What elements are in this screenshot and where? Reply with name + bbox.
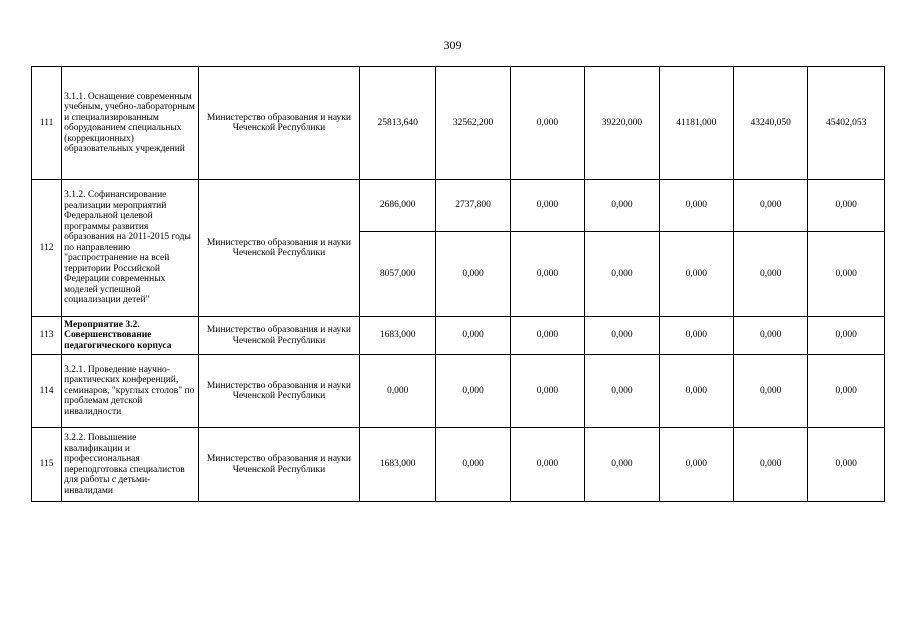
table-row — [32, 180, 885, 232]
funding-value: 0,000 — [585, 180, 659, 232]
funding-value: 0,000 — [808, 232, 885, 317]
funding-value: 2686,000 — [359, 180, 435, 232]
funding-value: 0,000 — [734, 428, 808, 502]
executor-name: Министерство образования и науки Чеченской Республики — [198, 67, 359, 180]
funding-value: 0,000 — [510, 428, 584, 502]
row-number: 115 — [32, 428, 62, 502]
funding-value: 0,000 — [734, 355, 808, 428]
funding-value: 0,000 — [585, 428, 659, 502]
funding-value: 0,000 — [359, 355, 435, 428]
funding-value: 0,000 — [510, 317, 584, 355]
executor-name: Министерство образования и науки Чеченской Республики — [198, 355, 359, 428]
funding-value: 0,000 — [585, 232, 659, 317]
funding-value: 0,000 — [585, 317, 659, 355]
funding-value: 0,000 — [659, 428, 733, 502]
funding-value: 1683,000 — [359, 317, 435, 355]
row-number: 111 — [32, 67, 62, 180]
funding-value: 0,000 — [510, 180, 584, 232]
funding-value: 0,000 — [436, 428, 510, 502]
activity-name: 3.2.1. Проведение научно-практических конференций, семинаров, "круглых столов" по проблемам детской инвалидности — [62, 355, 199, 428]
funding-value: 0,000 — [659, 317, 733, 355]
funding-value: 0,000 — [436, 232, 510, 317]
funding-value: 0,000 — [659, 232, 733, 317]
page-number: 309 — [443, 38, 462, 52]
funding-value: 0,000 — [808, 428, 885, 502]
funding-value: 1683,000 — [359, 428, 435, 502]
funding-value: 0,000 — [734, 317, 808, 355]
funding-value: 39220,000 — [585, 67, 659, 180]
funding-value: 0,000 — [734, 232, 808, 317]
funding-value: 2737,800 — [436, 180, 510, 232]
funding-value: 0,000 — [436, 317, 510, 355]
funding-value: 0,000 — [808, 180, 885, 232]
row-number: 112 — [32, 180, 62, 317]
funding-value: 25813,640 — [359, 67, 435, 180]
table-row — [32, 355, 885, 428]
funding-value: 0,000 — [808, 317, 885, 355]
funding-value: 0,000 — [510, 232, 584, 317]
funding-value: 0,000 — [510, 67, 584, 180]
row-number: 114 — [32, 355, 62, 428]
funding-value: 0,000 — [734, 180, 808, 232]
funding-value: 0,000 — [510, 355, 584, 428]
activity-name: 3.1.2. Софинансирование реализации мероприятий Федеральной целевой программы развития образования на 2011-2015 годы по направлению "распространение на всей территории Российской Федерации современных моделей успешной социализации детей" — [62, 180, 199, 317]
funding-value: 0,000 — [659, 355, 733, 428]
table-row — [32, 428, 885, 502]
activity-name: Мероприятие 3.2. Совершенствование педагогического корпуса — [62, 317, 199, 355]
row-number: 113 — [32, 317, 62, 355]
funding-value: 0,000 — [808, 355, 885, 428]
funding-value: 0,000 — [659, 180, 733, 232]
funding-value: 0,000 — [585, 355, 659, 428]
funding-value: 43240,050 — [734, 67, 808, 180]
budget-table — [31, 66, 885, 502]
executor-name: Министерство образования и науки Чеченской Республики — [198, 428, 359, 502]
funding-value: 45402,053 — [808, 67, 885, 180]
executor-name: Министерство образования и науки Чеченской Республики — [198, 317, 359, 355]
funding-value: 0,000 — [436, 355, 510, 428]
funding-value: 8057,000 — [359, 232, 435, 317]
funding-value: 32562,200 — [436, 67, 510, 180]
executor-name: Министерство образования и науки Чеченской Республики — [198, 180, 359, 317]
activity-name: 3.2.2. Повышение квалификации и профессиональная переподготовка специалистов для работы с детьми-инвалидами — [62, 428, 199, 502]
table-row — [32, 67, 885, 180]
table-row — [32, 317, 885, 355]
funding-value: 41181,000 — [659, 67, 733, 180]
activity-name: 3.1.1. Оснащение современным учебным, учебно-лабораторным и специализированным оборудованием специальных (коррекционных) образовательных учреждений — [62, 67, 199, 180]
